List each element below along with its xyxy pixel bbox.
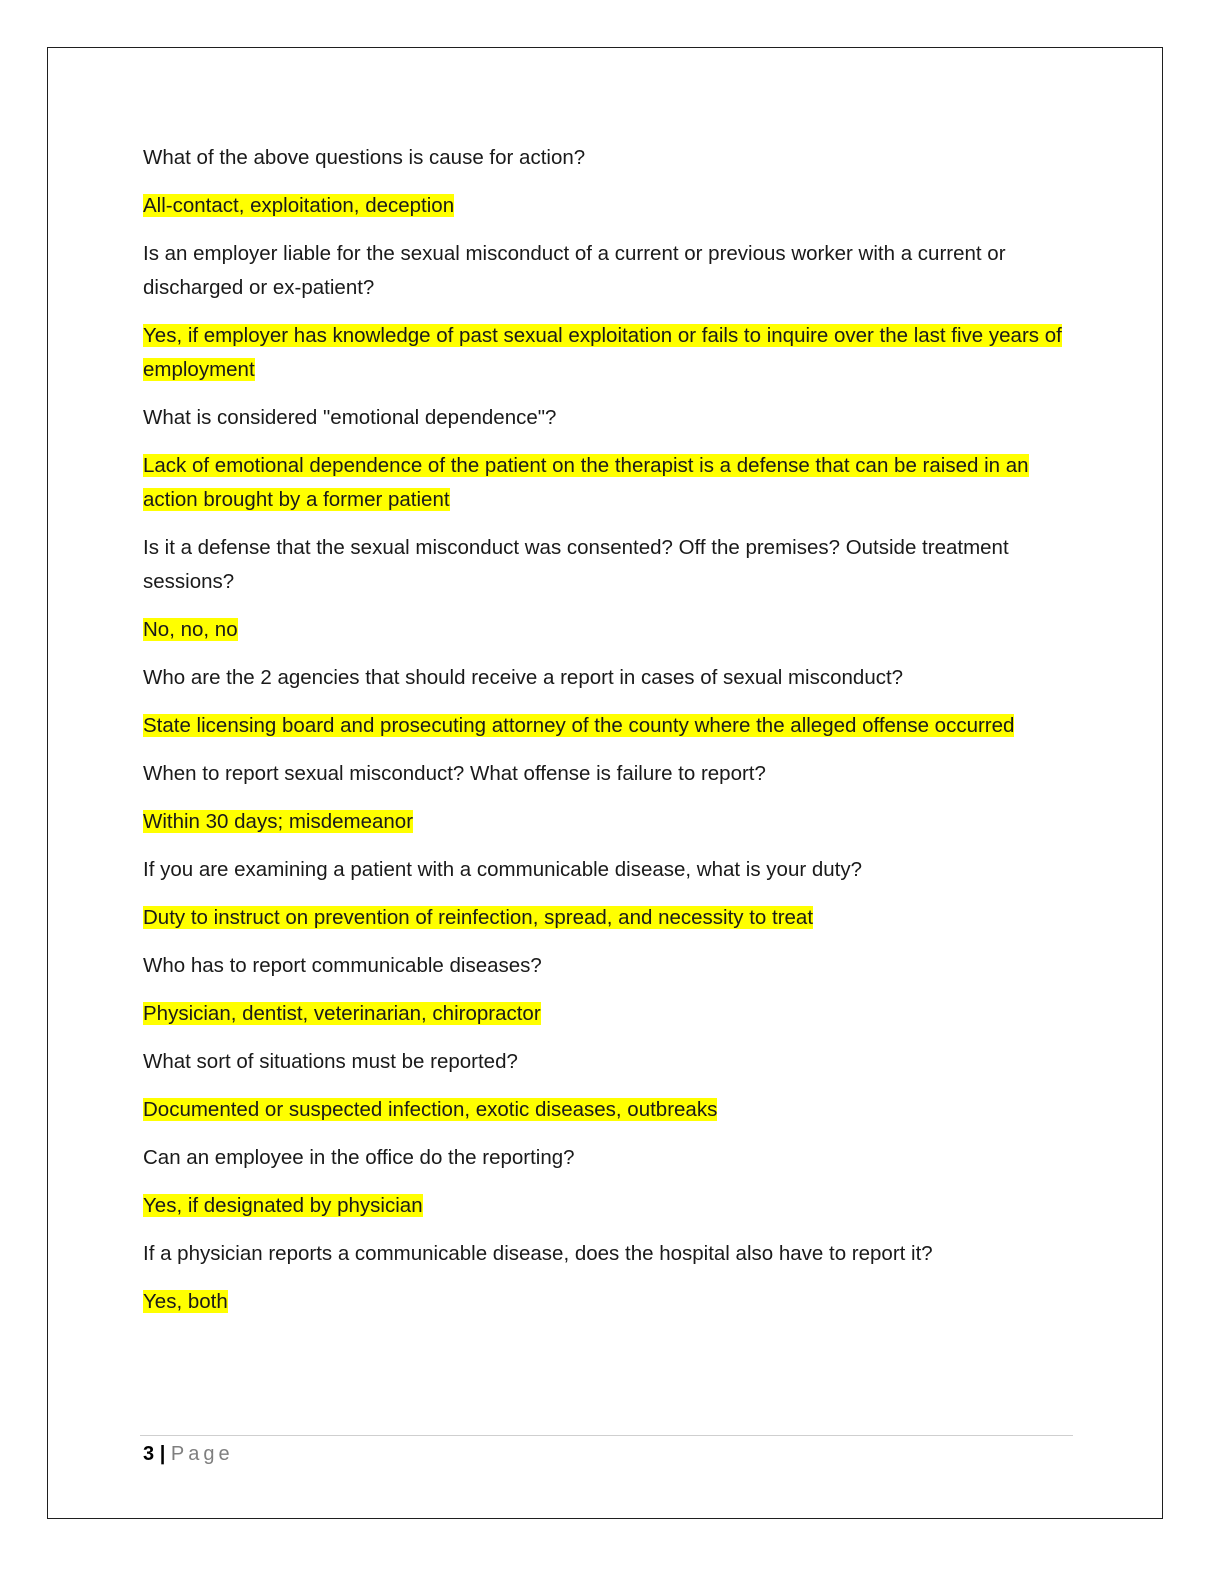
page-footer: [143, 1440, 234, 1468]
question-9: What sort of situations must be reported?: [143, 1050, 518, 1073]
answer-7: [143, 901, 1078, 935]
question-8: Who has to report communicable diseases?: [143, 954, 542, 977]
footer-divider: [140, 1435, 1073, 1436]
answer-7-highlight: Duty to instruct on prevention of reinfection, spread, and necessity to treat: [143, 906, 814, 929]
answer-9-highlight: Documented or suspected infection, exotic diseases, outbreaks: [143, 1098, 718, 1121]
question-5: Who are the 2 agencies that should receive a report in cases of sexual misconduct?: [143, 666, 904, 689]
answer-1: [143, 189, 1078, 223]
answer-6-highlight: Within 30 days; misdemeanor: [143, 810, 414, 833]
answer-9: [143, 1093, 1078, 1127]
question-2: Is an employer liable for the sexual misconduct of a current or previous worker with a current or discharged or ex-patient?: [143, 242, 1006, 299]
answer-8: [143, 997, 1078, 1031]
answer-3: [143, 449, 1078, 517]
answer-10-highlight: Yes, if designated by physician: [143, 1194, 423, 1217]
question-6: When to report sexual misconduct? What offense is failure to report?: [143, 762, 766, 785]
answer-11-highlight: Yes, both: [143, 1290, 228, 1313]
question-7: If you are examining a patient with a communicable disease, what is your duty?: [143, 858, 863, 881]
answer-10: [143, 1189, 1078, 1223]
answer-8-highlight: Physician, dentist, veterinarian, chiropractor: [143, 1002, 541, 1025]
page-number: 3: [143, 1443, 155, 1465]
question-3: What is considered "emotional dependence"?: [143, 406, 557, 429]
question-4: Is it a defense that the sexual misconduct was consented? Off the premises? Outside treatment sessions?: [143, 536, 1009, 593]
answer-1-highlight: All-contact, exploitation, deception: [143, 194, 455, 217]
answer-11: [143, 1285, 1078, 1319]
answer-6: [143, 805, 1078, 839]
answer-5: [143, 709, 1078, 743]
answer-5-highlight: State licensing board and prosecuting attorney of the county where the alleged offense occurred: [143, 714, 1015, 737]
footer-separator: |: [159, 1443, 166, 1465]
answer-4-highlight: No, no, no: [143, 618, 238, 641]
answer-3-highlight: Lack of emotional dependence of the patient on the therapist is a defense that can be raised in an action brought by a former patient: [143, 454, 1029, 511]
question-10: Can an employee in the office do the reporting?: [143, 1146, 575, 1169]
question-1: What of the above questions is cause for action?: [143, 146, 586, 169]
question-11: If a physician reports a communicable disease, does the hospital also have to report it?: [143, 1242, 933, 1265]
document-body: [143, 141, 1078, 1333]
answer-4: [143, 613, 1078, 647]
answer-2-highlight: Yes, if employer has knowledge of past sexual exploitation or fails to inquire over the last five years of employment: [143, 324, 1062, 381]
answer-2: [143, 319, 1078, 387]
page-label: Page: [170, 1443, 234, 1465]
